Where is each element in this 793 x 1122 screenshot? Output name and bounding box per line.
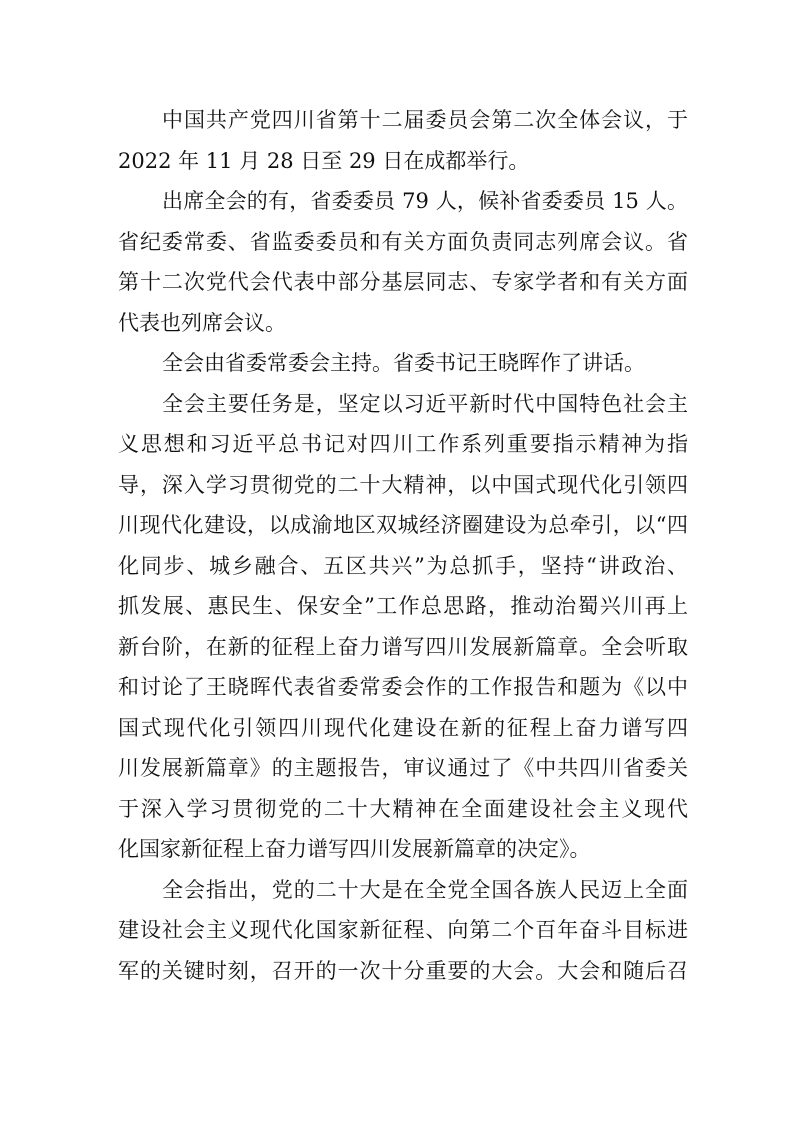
text-line: 化同步、城乡融合、五区共兴”为总抓手，坚持“讲政治、 [118, 553, 688, 578]
text-line: 2022 年 11 月 28 日至 29 日在成都举行。 [118, 148, 530, 173]
text-line: 建设社会主义现代化国家新征程、向第二个百年奋斗目标进 [118, 918, 688, 942]
text-line: 于深入学习贯彻党的二十大精神在全面建设社会主义现代 [118, 796, 688, 821]
text-line: 化国家新征程上奋力谱写四川发展新篇章的决定》。 [118, 837, 591, 861]
text-line: 义思想和习近平总书记对四川工作系列重要指示精神为指 [118, 432, 688, 456]
text-line: 新台阶，在新的征程上奋力谱写四川发展新篇章。全会听取 [118, 634, 688, 659]
text-line: 川现代化建设，以成渝地区双城经济圈建设为总牵引，以“四 [118, 513, 688, 537]
text-line: 出席全会的有，省委委员 79 人，候补省委委员 15 人。 [162, 189, 688, 213]
text-line: 第十二次党代会代表中部分基层同志、专家学者和有关方面 [118, 270, 688, 294]
text-line: 导，深入学习贯彻党的二十大精神，以中国式现代化引领四 [118, 472, 688, 497]
text-line: 和讨论了王晓晖代表省委常委会作的工作报告和题为《以中 [118, 675, 688, 699]
document-body [118, 100, 688, 991]
text-line: 全会由省委常委会主持。省委书记王晓晖作了讲话。 [162, 351, 645, 375]
text-line: 川发展新篇章》的主题报告，审议通过了《中共四川省委关 [118, 756, 688, 780]
text-line: 中国共产党四川省第十二届委员会第二次全体会议，于 [162, 108, 688, 132]
text-line: 代表也列席会议。 [118, 310, 286, 335]
text-line: 省纪委常委、省监委委员和有关方面负责同志列席会议。省 [118, 229, 688, 254]
text-line: 抓发展、惠民生、保安全”工作总思路，推动治蜀兴川再上 [118, 594, 688, 618]
text-line: 军的关键时刻，召开的一次十分重要的大会。大会和随后召 [118, 958, 688, 983]
text-line: 全会主要任务是，坚定以习近平新时代中国特色社会主 [162, 391, 688, 416]
text-line: 国式现代化引领四川现代化建设在新的征程上奋力谱写四 [118, 715, 688, 740]
text-line: 全会指出，党的二十大是在全党全国各族人民迈上全面 [162, 877, 688, 902]
